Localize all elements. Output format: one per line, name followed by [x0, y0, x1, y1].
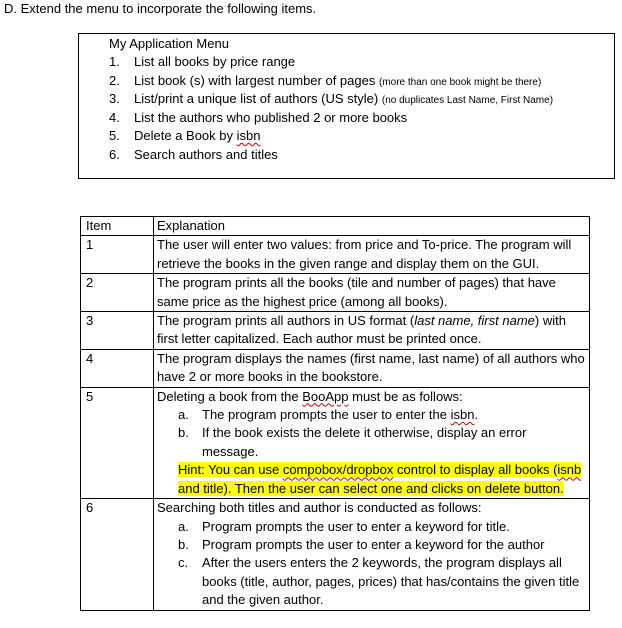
row-item: 4	[81, 349, 154, 387]
row-explanation: The program prints all authors in US format (last name, first name) with first letter capitalized. Each author must be printed once.	[154, 312, 590, 350]
italic-text: last name, first name	[414, 313, 535, 329]
menu-item-number: 1.	[109, 54, 120, 69]
row-item: 2	[81, 274, 154, 312]
table-row	[81, 312, 590, 350]
row-explanation	[154, 387, 590, 498]
menu-item-number: 6.	[109, 146, 120, 162]
row-item: 5	[81, 387, 154, 498]
step-letter: a.	[178, 518, 189, 534]
menu-item	[109, 54, 553, 73]
table-row	[81, 499, 590, 610]
row-item: 3	[81, 312, 154, 350]
menu-item	[109, 73, 553, 92]
step-letter: c.	[178, 555, 189, 571]
spellcheck-word: BooApp	[302, 388, 349, 404]
menu-item-number: 4.	[109, 109, 120, 125]
menu-item-text: List the authors who published 2 or more books	[134, 109, 408, 125]
row-item: 1	[81, 236, 154, 274]
menu-item-text: Search authors and titles	[134, 146, 278, 162]
spellcheck-word: isbn	[236, 128, 261, 143]
menu-item-note: (no duplicates Last Name, First Name)	[381, 95, 554, 106]
step-letter: b.	[178, 536, 189, 552]
section-heading: D. Extend the menu to incorporate the following items.	[4, 1, 317, 16]
spellcheck-word: isnb	[557, 462, 582, 478]
menu-box	[78, 33, 615, 179]
header-explanation: Explanation	[154, 217, 590, 236]
menu-title: My Application Menu	[109, 36, 229, 51]
menu-item-number: 5.	[109, 128, 120, 143]
menu-item-note: (more than one book might be there)	[378, 76, 542, 88]
menu-item-text: Delete a Book by	[134, 128, 237, 143]
step-item	[157, 406, 586, 424]
step-text: Program prompts the user to enter a keyword for the author	[202, 536, 545, 552]
step-item	[157, 518, 586, 536]
table-row	[81, 349, 590, 387]
table-row	[81, 236, 590, 274]
menu-item-number: 3.	[109, 91, 120, 106]
step-item	[157, 536, 586, 554]
menu-item-text: List all books by price range	[134, 54, 296, 69]
step-letter: b.	[178, 425, 189, 441]
spellcheck-word: compobox/dropbox	[282, 462, 394, 478]
step-text: Program prompts the user to enter a keyword for title.	[202, 518, 510, 534]
row-intro: Searching both titles and author is conducted as follows:	[157, 500, 482, 516]
row-explanation: The program displays the names (first name, last name) of all authors who have 2 or more books in the bookstore.	[154, 349, 590, 387]
menu-item	[109, 147, 553, 166]
row-item: 6	[81, 499, 154, 610]
step-item	[157, 554, 586, 609]
hint-text: Hint: You can use compobox/dropbox control to display all books (isnb and title). Then the user can select one and clicks on delete button.	[178, 462, 582, 496]
table-row	[81, 274, 590, 312]
step-item	[157, 424, 586, 461]
table-header-row	[81, 217, 590, 236]
row-explanation: The program prints all the books (tile and number of pages) that have same price as the highest price (among all books).	[154, 274, 590, 312]
menu-item-number: 2.	[109, 72, 120, 88]
menu-item-text: List book (s) with largest number of pages	[134, 72, 376, 88]
row-explanation: The user will enter two values: from price and To-price. The program will retrieve the books in the given range and display them on the GUI.	[154, 236, 590, 274]
menu-item-text: List/print a unique list of authors (US style)	[134, 91, 379, 106]
step-text: After the users enters the 2 keywords, the program displays all books (title, author, pages, prices) that has/contains the given title and the given author.	[202, 555, 580, 608]
row-explanation	[154, 499, 590, 610]
row-intro: Deleting a book from the BooApp must be as follows:	[157, 388, 463, 404]
step-letter: a.	[178, 407, 189, 423]
spellcheck-word: isbn	[450, 407, 475, 423]
menu-item	[109, 91, 553, 110]
menu-item	[109, 128, 553, 147]
menu-item	[109, 110, 553, 129]
header-item: Item	[81, 217, 154, 236]
table-row	[81, 387, 590, 498]
step-text: If the book exists the delete it otherwise, display an error message.	[202, 425, 527, 459]
explanation-table	[80, 216, 590, 611]
menu-list	[109, 54, 553, 165]
step-text: The program prompts the user to enter the isbn.	[202, 407, 479, 423]
